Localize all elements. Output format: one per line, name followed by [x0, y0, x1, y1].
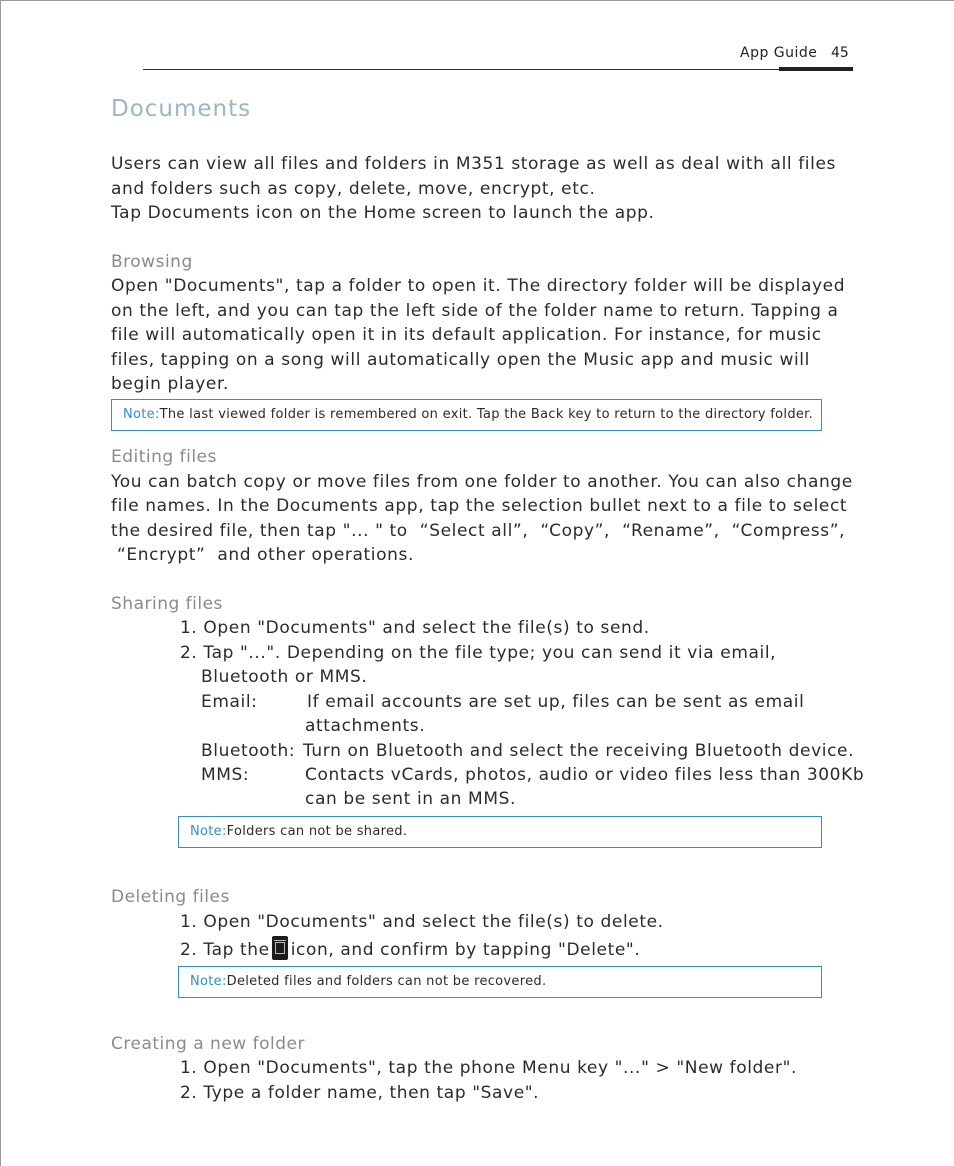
note-body: The last viewed folder is remembered on exit. Tap the Back key to return to the directory folder. [159, 407, 814, 422]
mms-text-cont: can be sent in an MMS. [305, 789, 516, 809]
bluetooth-text: Turn on Bluetooth and select the receiving Bluetooth device. [303, 741, 855, 761]
intro-line: Tap Documents icon on the Home screen to launch the app. [111, 203, 655, 223]
note-text [190, 974, 546, 989]
intro-line: and folders such as copy, delete, move, encrypt, etc. [111, 179, 596, 199]
deleting-step2-pre: 2. Tap the [180, 940, 270, 960]
trash-icon [272, 936, 288, 960]
editing-line: the desired file, then tap "... " to “Select all”, “Copy”, “Rename”, “Compress”, [111, 521, 846, 541]
sharing-step: 2. Tap "...". Depending on the file type; you can send it via email, [180, 643, 777, 663]
note-body: Folders can not be shared. [226, 824, 408, 839]
page-number: 45 [831, 45, 849, 61]
email-label: Email: [201, 692, 258, 712]
editing-line: “Encrypt” and other operations. [111, 545, 414, 565]
email-text-cont: attachments. [305, 716, 426, 736]
header-title: App Guide [740, 45, 818, 61]
sharing-step-cont: Bluetooth or MMS. [201, 667, 368, 687]
email-text: If email accounts are set up, files can be sent as email [307, 692, 805, 712]
header-accent-bar [779, 67, 853, 71]
creating-step: 1. Open "Documents", tap the phone Menu key "..." > "New folder". [180, 1058, 798, 1078]
section-heading-deleting: Deleting files [111, 887, 230, 907]
section-heading-sharing: Sharing files [111, 594, 223, 614]
editing-line: file names. In the Documents app, tap the selection bullet next to a file to select [111, 496, 848, 516]
note-text [190, 824, 407, 839]
editing-line: You can batch copy or move files from one folder to another. You can also change [111, 472, 853, 492]
browsing-line: Open "Documents", tap a folder to open it. The directory folder will be displayed [111, 276, 846, 296]
note-label: Note: [190, 974, 227, 989]
browsing-line: on the left, and you can tap the left side of the folder name to return. Tapping a [111, 301, 839, 321]
creating-step: 2. Type a folder name, then tap "Save". [180, 1083, 540, 1103]
note-label: Note: [123, 407, 160, 422]
deleting-step [180, 936, 640, 960]
browsing-line: files, tapping on a song will automatically open the Music app and music will [111, 350, 810, 370]
intro-line: Users can view all files and folders in M351 storage as well as deal with all files [111, 154, 836, 174]
mms-text: Contacts vCards, photos, audio or video files less than 300Kb [305, 765, 865, 785]
bluetooth-label: Bluetooth: [201, 741, 296, 761]
browsing-line: begin player. [111, 374, 230, 394]
note-label: Note: [190, 824, 227, 839]
section-heading-creating: Creating a new folder [111, 1034, 305, 1054]
note-box-sharing [178, 816, 822, 848]
section-heading-editing: Editing files [111, 447, 217, 467]
browsing-line: file will automatically open it in its default application. For instance, for music [111, 325, 822, 345]
header-rule [143, 69, 853, 70]
deleting-step2-post: icon, and confirm by tapping "Delete". [290, 940, 641, 960]
note-box-browsing [111, 399, 822, 431]
deleting-step: 1. Open "Documents" and select the file(s) to delete. [180, 912, 664, 932]
note-text [123, 407, 813, 422]
section-heading-browsing: Browsing [111, 252, 193, 272]
note-box-deleting [178, 966, 822, 998]
page-title: Documents [111, 96, 252, 122]
note-body: Deleted files and folders can not be recovered. [226, 974, 547, 989]
sharing-step: 1. Open "Documents" and select the file(s) to send. [180, 618, 650, 638]
mms-label: MMS: [201, 765, 250, 785]
